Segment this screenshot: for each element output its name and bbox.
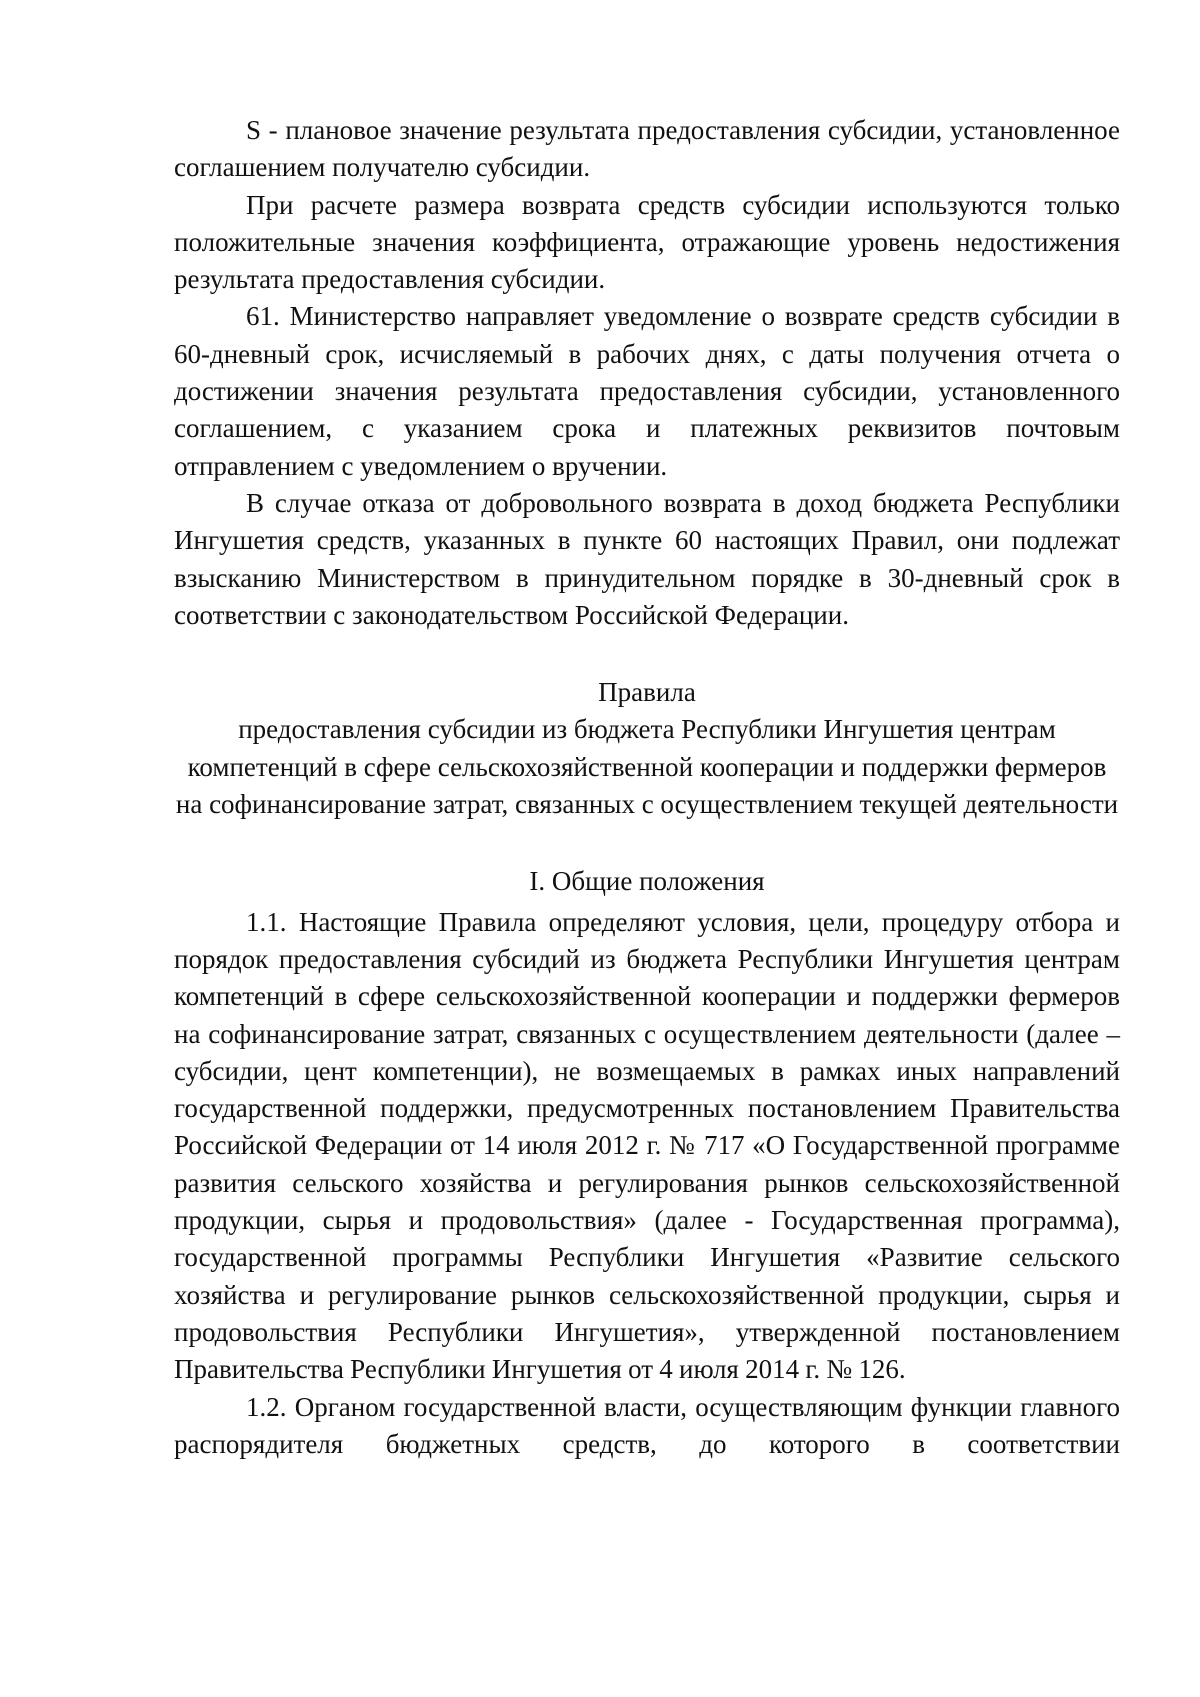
paragraph-item-1-1: 1.1. Настоящие Правила определяют условия, цели, процедуру отбора и порядок предоставления субсидий из бюджета Республики Ингушетия центрам компетенций в сфере сельскохозяйственной кооперации и поддержки фермеров на софинансирование затрат, связанных с осуществлением деятельности (далее – субсидии, цент компетенции), не возмещаемых в рамках иных направлений государственной поддержки, предусмотренных постановлением Правительства Российской Федерации от 14 июля 2012 г. № 717 «О Государственной программе развития сельского хозяйства и регулирования рынков сельскохозяйственной продукции, сырья и продовольствия» (далее - Государственная программа), государственной программы Республики Ингушетия «Развитие сельского хозяйства и регулирование рынков сельскохозяйственной продукции, сырья и продовольствия Республики Ингушетия», утвержденной постановлением Правительства Республики Ингушетия от 4 июля 2014 г. № 126. [174, 906, 1120, 1385]
rules-title: Правила [598, 677, 696, 708]
rules-subtitle: предоставления субсидии из бюджета Республики Ингушетия центрам компетенций в сфере сельскохозяйственной кооперации и поддержки фермеров на софинансирование затрат, связанных с осуществлением текущей деятельности [175, 714, 1119, 820]
paragraph-refusal-return: В случае отказа от добровольного возврата в доход бюджета Республики Ингушетия средств, указанных в пункте 60 настоящих Правил, они подлежат взысканию Министерством в принудительном порядке в 30-дневный срок в соответствии с законодательством Российской Федерации. [174, 487, 1120, 630]
paragraph-item-61: 61. Министерство направляет уведомление о возврате средств субсидии в 60-дневный срок, исчисляемый в рабочих днях, с даты получения отчета о достижении значения результата предоставления субсидии, установленного соглашением, с указанием срока и платежных реквизитов почтовым отправлением с уведомлением о вручении. [174, 301, 1120, 481]
document-body [174, 112, 1120, 1463]
paragraph-positive-coefficient: При расчете размера возврата средств субсидии используются только положительные значения коэффициента, отражающие уровень недостижения результата предоставления субсидии. [174, 189, 1120, 295]
paragraph-s-definition: S - плановое значение результата предоставления субсидии, установленное соглашением получателю субсидии. [174, 115, 1120, 183]
paragraph-item-1-2: 1.2. Органом государственной власти, осуществляющим функции главного распорядителя бюджетных средств, до которого в соответствии [174, 1391, 1120, 1459]
section-heading-general: I. Общие положения [529, 866, 765, 897]
